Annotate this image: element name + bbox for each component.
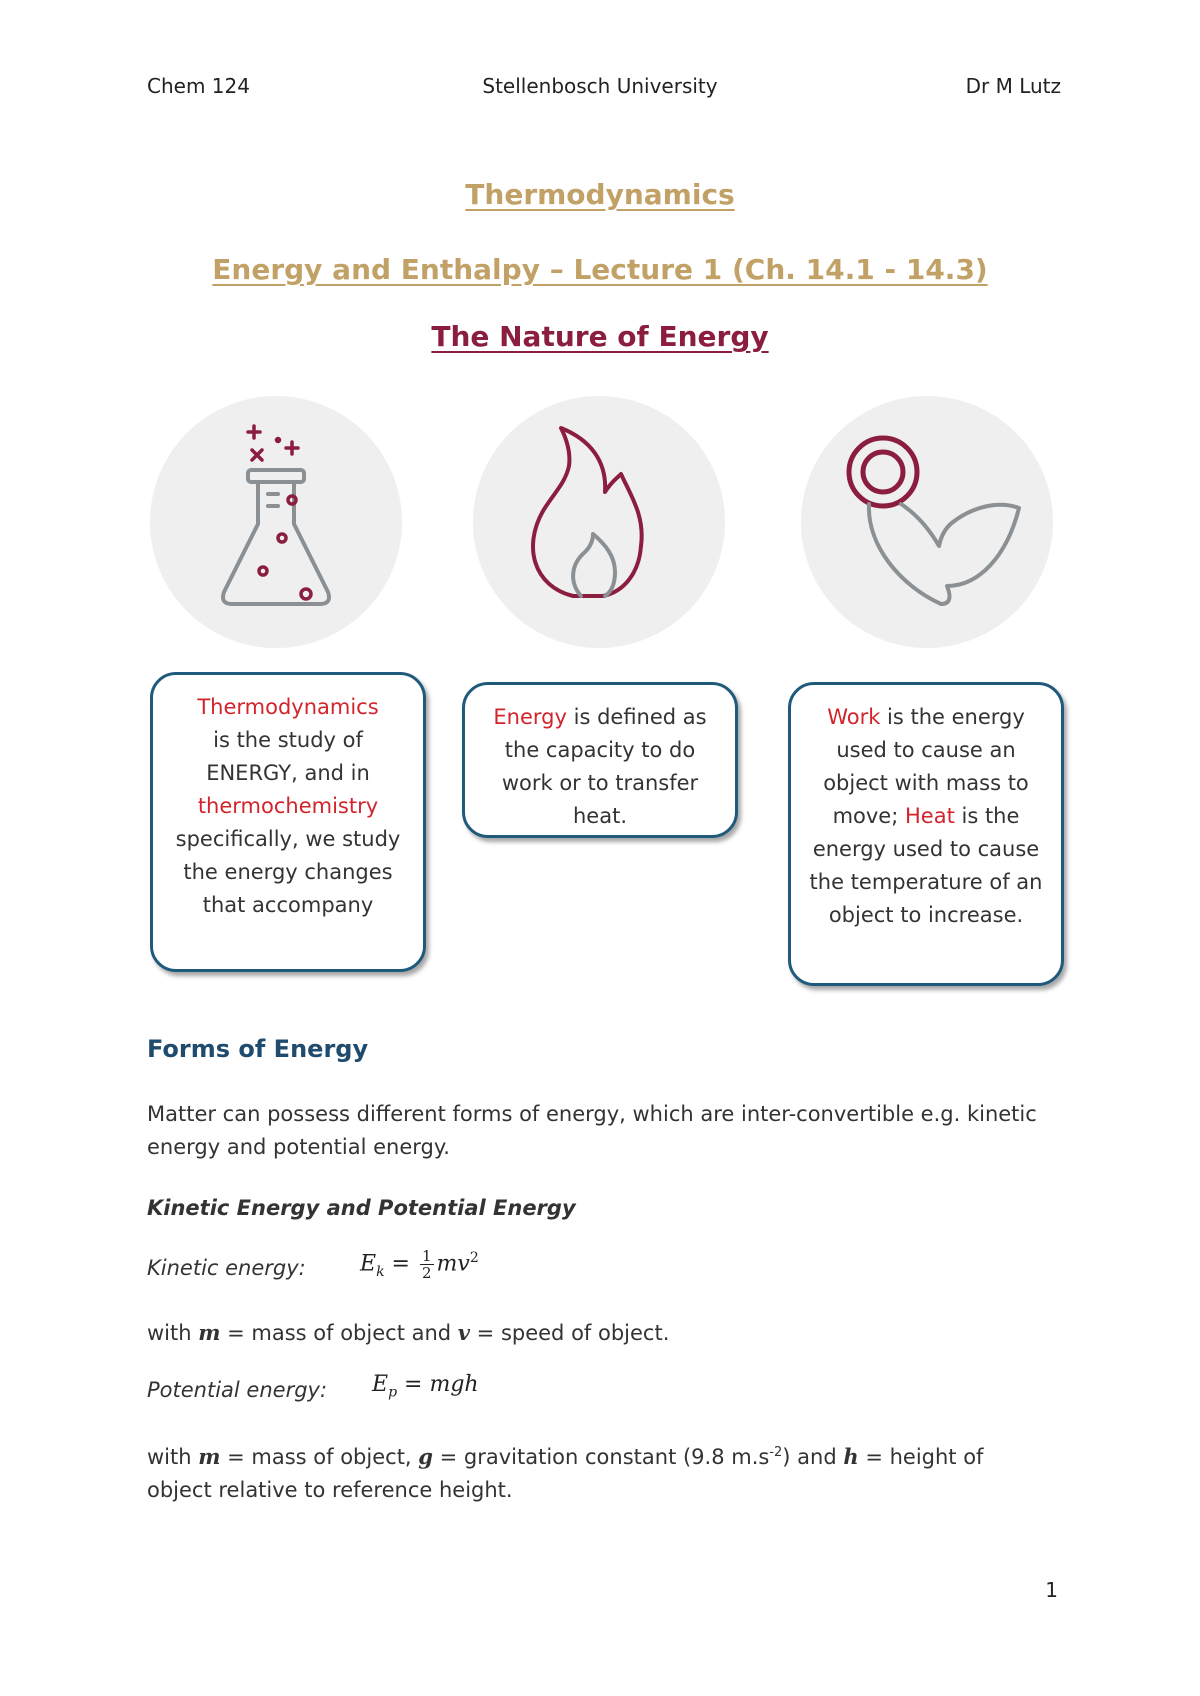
page-number: 1	[1045, 1578, 1058, 1602]
flask-icon-circle	[150, 396, 402, 648]
header-author: Dr M Lutz	[965, 74, 1061, 98]
potential-var-m: m	[198, 1444, 221, 1469]
potential-var-g: g	[418, 1444, 433, 1469]
thermochemistry-text: specifically, we study the energy changes that accompany	[175, 827, 401, 917]
thermodynamics-definition-box	[150, 672, 426, 972]
energy-definition-box	[462, 682, 738, 838]
flexed-arm-icon-circle	[801, 396, 1053, 648]
potential-desc-c: = gravitation constant (9.8 m.s	[432, 1445, 770, 1469]
potential-var-h: h	[843, 1444, 859, 1469]
potential-desc-b: = mass of object,	[220, 1445, 419, 1469]
potential-description	[147, 1436, 1047, 1507]
potential-desc-a: with	[147, 1445, 199, 1469]
potential-lhs: E	[372, 1372, 389, 1397]
kinetic-exp: 2	[469, 1250, 479, 1267]
potential-desc-e: = height of object relative to reference height.	[147, 1445, 984, 1502]
kinetic-equation	[360, 1248, 479, 1281]
header-course: Chem 124	[147, 74, 250, 98]
kinetic-lhs: E	[360, 1251, 377, 1277]
flexed-arm-icon	[801, 396, 1053, 648]
main-title: Thermodynamics	[465, 178, 735, 211]
kinetic-label: Kinetic energy:	[147, 1256, 306, 1280]
potential-desc-d: ) and	[782, 1445, 844, 1469]
heat-text: is the energy used to cause the temperature of an object to increase.	[809, 804, 1043, 927]
kinetic-sub: k	[376, 1263, 385, 1280]
lecture-title: Energy and Enthalpy – Lecture 1 (Ch. 14.1 - 14.3)	[212, 253, 988, 286]
kinetic-fraction-den: 2	[421, 1264, 432, 1282]
forms-intro: Matter can possess different forms of energy, which are inter-convertible e.g. kinetic energy and potential energy.	[147, 1102, 1037, 1159]
header-university: Stellenbosch University	[482, 74, 718, 98]
potential-label: Potential energy:	[147, 1378, 328, 1402]
kinetic-desc-b: = mass of object and	[220, 1321, 458, 1345]
kinetic-rhs: mv	[436, 1251, 470, 1277]
kinetic-var-m: m	[198, 1320, 221, 1345]
heat-term: Heat	[904, 804, 955, 828]
energy-term: Energy	[493, 705, 567, 729]
kinetic-var-v: v	[457, 1320, 470, 1345]
potential-sub: p	[388, 1384, 398, 1401]
section-title: The Nature of Energy	[431, 320, 769, 353]
kinetic-desc-c: = speed of object.	[470, 1321, 670, 1345]
potential-equation	[372, 1372, 479, 1400]
kinetic-fraction-num: 1	[421, 1247, 432, 1265]
kinetic-description	[147, 1316, 669, 1350]
kinetic-fraction	[420, 1248, 434, 1281]
flame-icon	[473, 396, 725, 648]
thermodynamics-text: is the study of ENERGY, and in	[206, 728, 370, 785]
energy-text: is defined as the capacity to do work or to transfer heat.	[501, 705, 707, 828]
work-text: is the energy used to cause an object with mass to move;	[823, 705, 1029, 828]
work-term: Work	[827, 705, 881, 729]
flame-icon-circle	[473, 396, 725, 648]
potential-rhs: = mgh	[404, 1372, 479, 1397]
kinetic-eq: =	[391, 1251, 410, 1277]
work-heat-definition-box	[788, 682, 1064, 986]
thermochemistry-term: thermochemistry	[197, 794, 379, 818]
kinetic-desc-a: with	[147, 1321, 199, 1345]
potential-desc-exp: -2	[769, 1445, 783, 1460]
flask-icon	[150, 396, 402, 648]
forms-heading: Forms of Energy	[147, 1035, 369, 1063]
kinetic-potential-subheading: Kinetic Energy and Potential Energy	[147, 1196, 576, 1220]
thermodynamics-term: Thermodynamics	[197, 695, 379, 719]
